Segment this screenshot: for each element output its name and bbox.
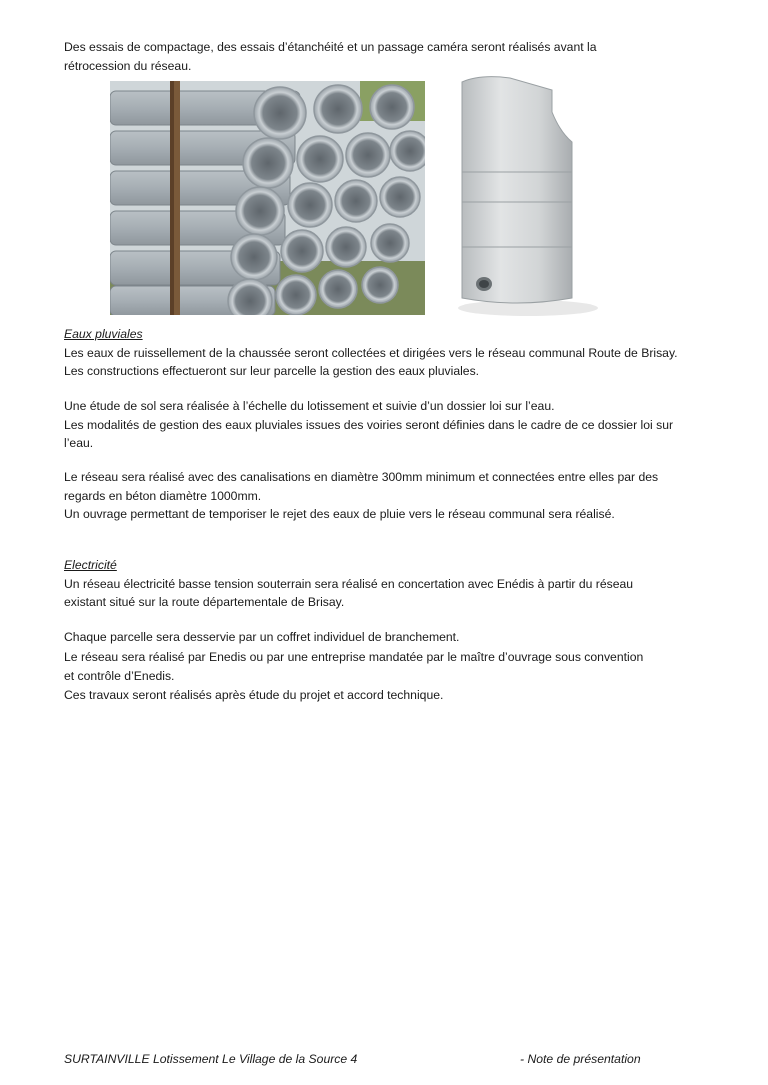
footer-right: - Note de présentation: [520, 1052, 641, 1066]
electricite-section: [64, 556, 714, 612]
electricite-p1-line-1: Un réseau électricité basse tension souterrain sera réalisé en concertation avec Enédis à partir du réseau: [64, 576, 634, 591]
intro-line-1: Des essais de compactage, des essais d’étanchéité et un passage caméra seront réalisés avant la: [64, 40, 597, 54]
intro-line-2: rétrocession du réseau.: [64, 58, 192, 73]
eaux-pluviales-p2-line-1: Une étude de sol sera réalisée à l’échelle du lotissement et suivie d’un dossier loi sur l’eau.: [64, 399, 555, 413]
eaux-pluviales-p2-line-2: Les modalités de gestion des eaux pluviales issues des voiries seront définies dans le cadre de ce dossier loi sur: [64, 417, 674, 432]
electricite-p2-line-3: et contrôle d’Enedis.: [64, 669, 175, 683]
eaux-pluviales-p2-line-3: l’eau.: [64, 436, 94, 450]
eaux-pluviales-heading: Eaux pluviales: [64, 327, 143, 341]
eaux-pluviales-p1-line-2: Les constructions effectueront sur leur parcelle la gestion des eaux pluviales.: [64, 364, 480, 378]
eaux-pluviales-paragraph-3: [64, 468, 714, 524]
footer-left: SURTAINVILLE Lotissement Le Village de la Source 4: [64, 1052, 358, 1066]
eaux-pluviales-p3-line-3: Un ouvrage permettant de temporiser le rejet des eaux de pluie vers le réseau communal sera réalisé.: [64, 507, 615, 521]
concrete-manhole-photo-icon: [440, 72, 610, 322]
eaux-pluviales-p3-line-2: regards en béton diamètre 1000mm.: [64, 488, 262, 503]
pvc-pipes-stack-photo-icon: [110, 81, 425, 315]
electricite-paragraph-2: [64, 628, 714, 704]
electricite-p2-line-1: Chaque parcelle sera desservie par un coffret individuel de branchement.: [64, 630, 460, 644]
electricite-p2-line-2: Le réseau sera réalisé par Enedis ou par une entreprise mandatée par le maître d’ouvrage sous convention: [64, 649, 644, 664]
electricite-heading: Electricité: [64, 558, 117, 572]
eaux-pluviales-p3-line-1: Le réseau sera réalisé avec des canalisations en diamètre 300mm minimum et connectées entre elles par des: [64, 470, 659, 484]
eaux-pluviales-section: [64, 325, 714, 381]
electricite-p1-line-2: existant situé sur la route départementale de Brisay.: [64, 595, 345, 609]
intro-paragraph: [64, 38, 714, 75]
electricite-p2-line-4: Ces travaux seront réalisés après étude du projet et accord technique.: [64, 687, 444, 702]
eaux-pluviales-p1-line-1: Les eaux de ruissellement de la chaussée seront collectées et dirigées vers le réseau communal Route de Brisay.: [64, 345, 678, 360]
eaux-pluviales-paragraph-2: [64, 397, 714, 453]
